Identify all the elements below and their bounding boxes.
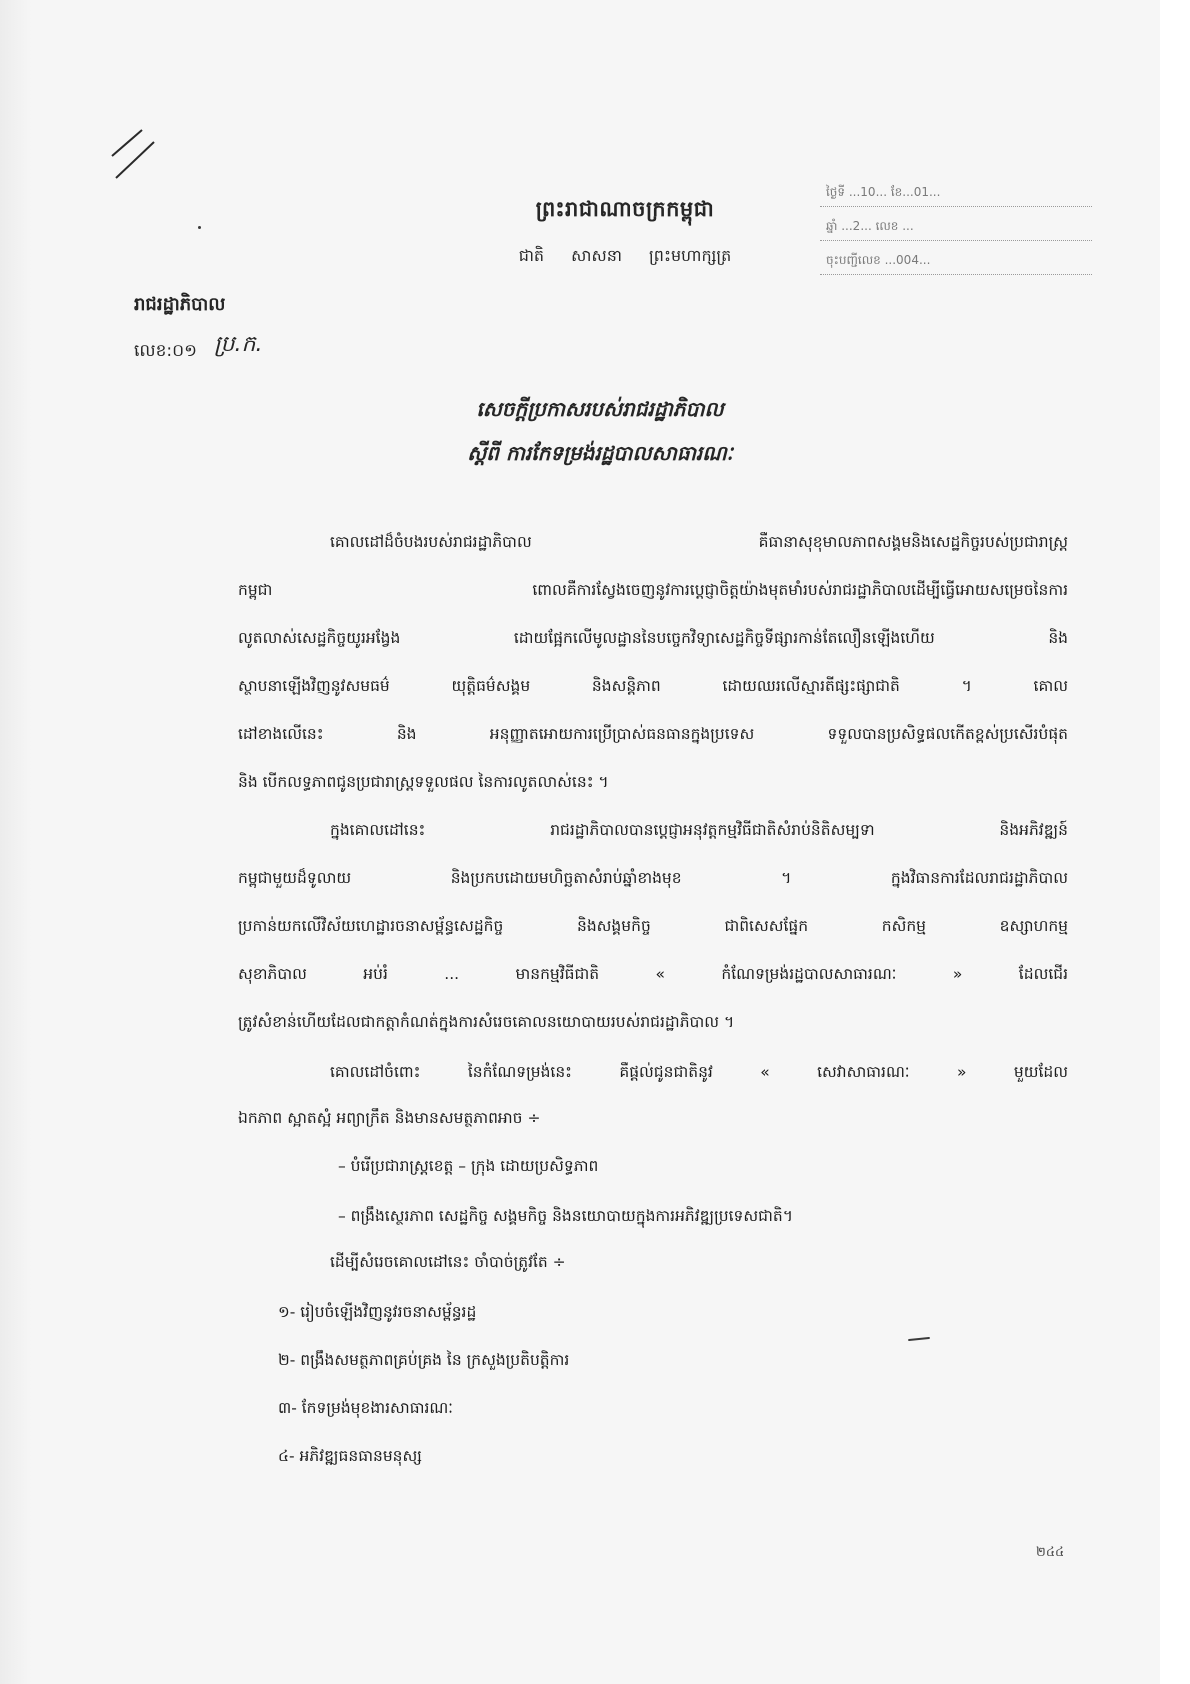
registration-stamp: [820, 178, 1092, 290]
para1-line: កម្ពុជា ពោលគឺការស្វែងចេញនូវការប្តេជ្ញាចិត្តយ៉ាងមុតមាំរបស់រាជរដ្ឋាភិបាលដើម្បីធ្វើអោយសម្រេចនៃការ: [238, 581, 1068, 599]
stamp-register-text: ចុះបញ្ជីលេខ ...004...: [826, 253, 931, 267]
handwritten-slash-marks: [108, 128, 168, 188]
para3-line: ឯកភាព ស្អាតស្អំ អព្យាក្រឹត និងមានសមត្ថភាពអាច ÷: [238, 1109, 541, 1127]
kingdom-heading: ព្រះរាជាណាចក្រកម្ពុជា: [535, 197, 715, 221]
bullet-item: – ពង្រឹងស្ថេរភាព សេដ្ឋកិច្ច សង្គមកិច្ច និងនយោបាយក្នុងការអភិវឌ្ឍប្រទេសជាតិ។: [338, 1207, 793, 1225]
para2-line: សុខាភិបាល អប់រំ ... មានកម្មវិធីជាតិ « កំណែទម្រង់រដ្ឋបាលសាធារណៈ » ដែលជើរ: [238, 965, 1068, 983]
list-intro: ដើម្បីសំរេចគោលដៅនេះ ចាំបាច់ត្រូវតែ ÷: [330, 1253, 566, 1271]
para1-line: លូតលាស់សេដ្ឋកិច្ចយូរអង្វែង ដោយផ្អែកលើមូលដ្ឋាននៃបច្ចេកវិទ្យាសេដ្ឋកិច្ចទីផ្សារកាន់តែលឿនឡើងហើយ និង: [238, 629, 1068, 647]
issuing-authority: រាជរដ្ឋាភិបាល: [134, 294, 226, 315]
page-number: ២៤៤: [1036, 1545, 1065, 1560]
stamp-date-text: ថ្ងៃទី ...10... ខែ...01...: [826, 185, 941, 199]
stamp-year-line: [820, 212, 1092, 241]
scan-left-shadow: [0, 0, 32, 1684]
bullet-item: – បំរើប្រជារាស្ត្រខេត្ត – ក្រុង ដោយប្រសិទ្ធភាព: [338, 1157, 599, 1175]
para1-line: ស្ថាបនាឡើងវិញនូវសមធម៌ យុត្តិធម៌សង្គម និងសន្តិភាព ដោយឈរលើស្មារតីផ្សះផ្សាជាតិ ។ គោល: [238, 677, 1068, 695]
para2-line: ប្រកាន់យកលើវិស័យហេដ្ឋារចនាសម្ព័ន្ធសេដ្ឋកិច្ច និងសង្គមកិច្ច ជាពិសេសផ្នែក កសិកម្ម ឧស្សាហកម្ម: [238, 917, 1068, 935]
national-motto: ជាតិ សាសនា ព្រះមហាក្សត្រ: [518, 246, 732, 265]
stamp-date-line: [820, 178, 1092, 207]
para1-line: ដៅខាងលើនេះ និង អនុញ្ញាតអោយការប្រើប្រាស់ធនធានក្នុងប្រទេស ទទួលបានប្រសិទ្ធផលកើតខ្ពស់ប្រសើរបំផុត: [238, 725, 1068, 743]
stamp-register-line: [820, 246, 1092, 275]
numbered-list-item: ៣- កែទម្រង់មុខងារសាធារណៈ: [278, 1399, 454, 1417]
document-number-handwritten: ប្រ.ក.: [214, 332, 263, 357]
scan-speck: [198, 226, 201, 229]
para3-line: គោលដៅចំពោះ នៃកំណែទម្រង់នេះ គឺផ្តល់ជូនជាតិនូវ « សេវាសាធារណៈ » មួយដែល: [330, 1063, 1068, 1081]
scan-speck: [908, 1337, 930, 1341]
stamp-year-text: ឆ្នាំ ...2... លេខ ...: [826, 219, 914, 233]
numbered-list-item: ១- រៀបចំឡើងវិញនូវរចនាសម្ព័ន្ធរដ្ឋ: [278, 1303, 477, 1321]
numbered-list-item: ៤- អភិវឌ្ឍធនធានមនុស្ស: [278, 1447, 422, 1465]
para2-line: កម្ពុជាមួយដ៏ទូលាយ និងប្រកបដោយមហិច្ឆតាសំរាប់ឆ្នាំខាងមុខ ។ ក្នុងវិធានការដែលរាជរដ្ឋាភិបាល: [238, 869, 1068, 887]
document-title: សេចក្តីប្រកាសរបស់រាជរដ្ឋាភិបាល: [476, 397, 724, 421]
numbered-list-item: ២- ពង្រឹងសមត្ថភាពគ្រប់គ្រង នៃ ក្រសួងប្រតិបត្តិការ: [278, 1351, 570, 1369]
para2-line: ក្នុងគោលដៅនេះ រាជរដ្ឋាភិបាលបានប្តេជ្ញាអនុវត្តកម្មវិធីជាតិសំរាប់និតិសម្បទា និងអភិវឌ្ឍន៍: [330, 821, 1068, 839]
document-subtitle: ស្តីពី ការកែទម្រង់រដ្ឋបាលសាធារណៈ: [467, 441, 733, 465]
para1-line: និង បើកលទ្ធភាពជូនប្រជារាស្ត្រទទួលផល នៃការលូតលាស់នេះ ។: [238, 773, 609, 791]
document-number: លេខ:០១: [134, 341, 198, 361]
para1-line: គោលដៅដ៏ចំបងរបស់រាជរដ្ឋាភិបាល គឺធានាសុខុមាលភាពសង្គមនិងសេដ្ឋកិច្ចរបស់ប្រជារាស្ត្រ: [330, 533, 1068, 551]
scan-right-margin: [1160, 0, 1190, 1684]
para2-line: ត្រូវសំខាន់ហើយដែលជាកត្តាកំណត់ក្នុងការសំរេចគោលនយោបាយរបស់រាជរដ្ឋាភិបាល ។: [238, 1013, 735, 1031]
